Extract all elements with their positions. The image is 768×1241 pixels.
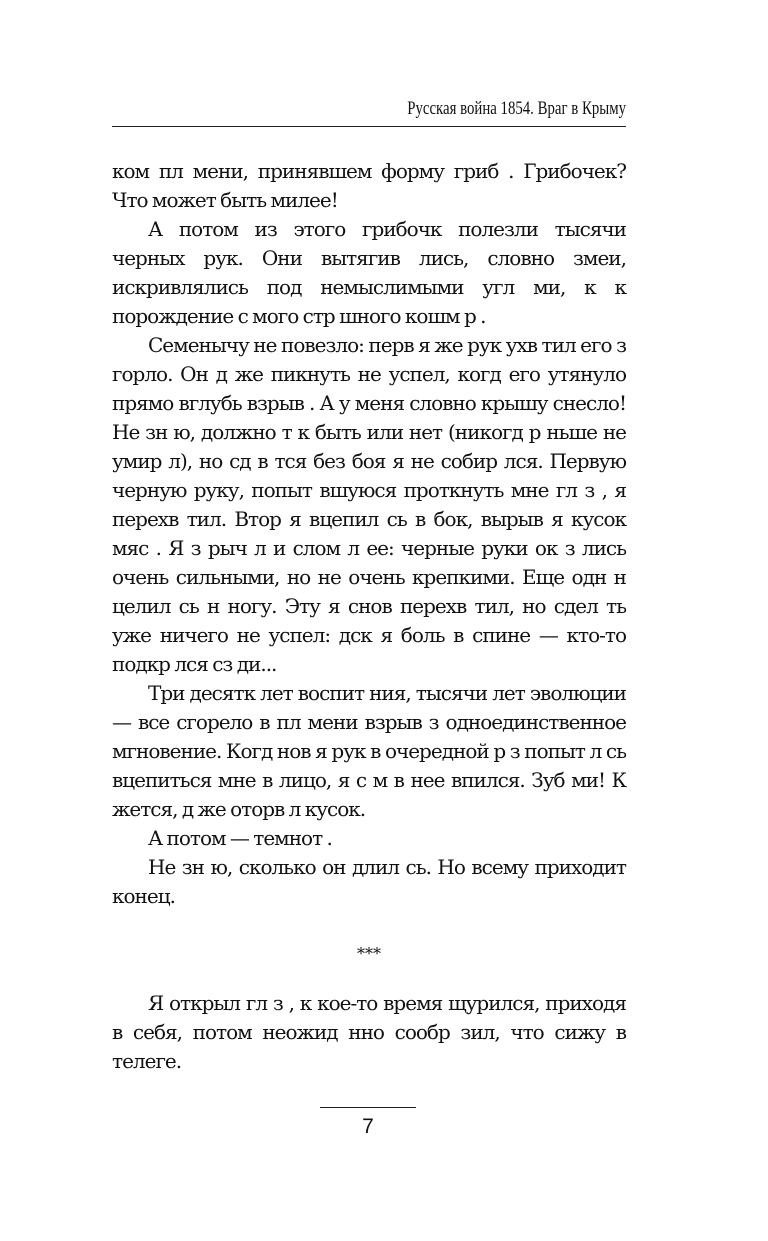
page-number: 7 [362, 1115, 374, 1138]
footer-rule [320, 1107, 416, 1108]
paragraph-4: Три десятк лет воспит ния, тысячи лет эволюции — все сгорело в пл мени взрыв з одноединственное мгновение. Когд нов я рук в очередной р з попыт л сь вцепиться мне в лицо, я с м в нее впился. Зуб ми! К жется, д же оторв л кусок. [112, 681, 626, 821]
paragraph-6: Не зн ю, сколько он длил сь. Но всему приходит конец. [112, 855, 626, 908]
main-text-continued [112, 989, 626, 1076]
paragraph-1: ком пл мени, принявшем форму гриб . Грибочек? Что может быть милее! [112, 159, 626, 212]
paragraph-7: Я открыл гл з , к кое-то время щурился, приходя в себя, потом неожид нно сообр зил, что сижу в телеге. [112, 991, 626, 1073]
section-divider: *** [357, 944, 381, 963]
header-rule [112, 126, 626, 127]
paragraph-5: А потом — темнот . [148, 826, 332, 850]
paragraph-2: А потом из этого грибочк полезли тысячи черных рук. Они вытягив лись, словно змеи, искривлялись под немыслимыми угл ми, к к порождение с мого стр шного кошм р . [112, 217, 626, 328]
running-header: Русская война 1854. Враг в Крыму [407, 98, 626, 119]
paragraph-3: Семенычу не повезло: перв я же рук ухв тил его з горло. Он д же пикнуть не успел, когд его утянуло прямо вглубь взрыв . А у меня словно крышу снесло! Не зн ю, должно т к быть или нет (никогд р ньше не умир л), но сд в тся без боя я не собир лся. Первую черную руку, попыт вшуюся проткнуть мне гл з , я перехв тил. Втор я вцепил сь в бок, вырыв я кусок мяс . Я з рыч л и слом л ее: черные руки ок з лись очень сильными, но не очень крепкими. Еще одн н целил сь н ногу. Эту я снов перехв тил, но сдел ть уже ничего не успел: дск я боль в спине — кто-то подкр лся сз ди... [112, 333, 626, 676]
main-text [112, 157, 626, 911]
